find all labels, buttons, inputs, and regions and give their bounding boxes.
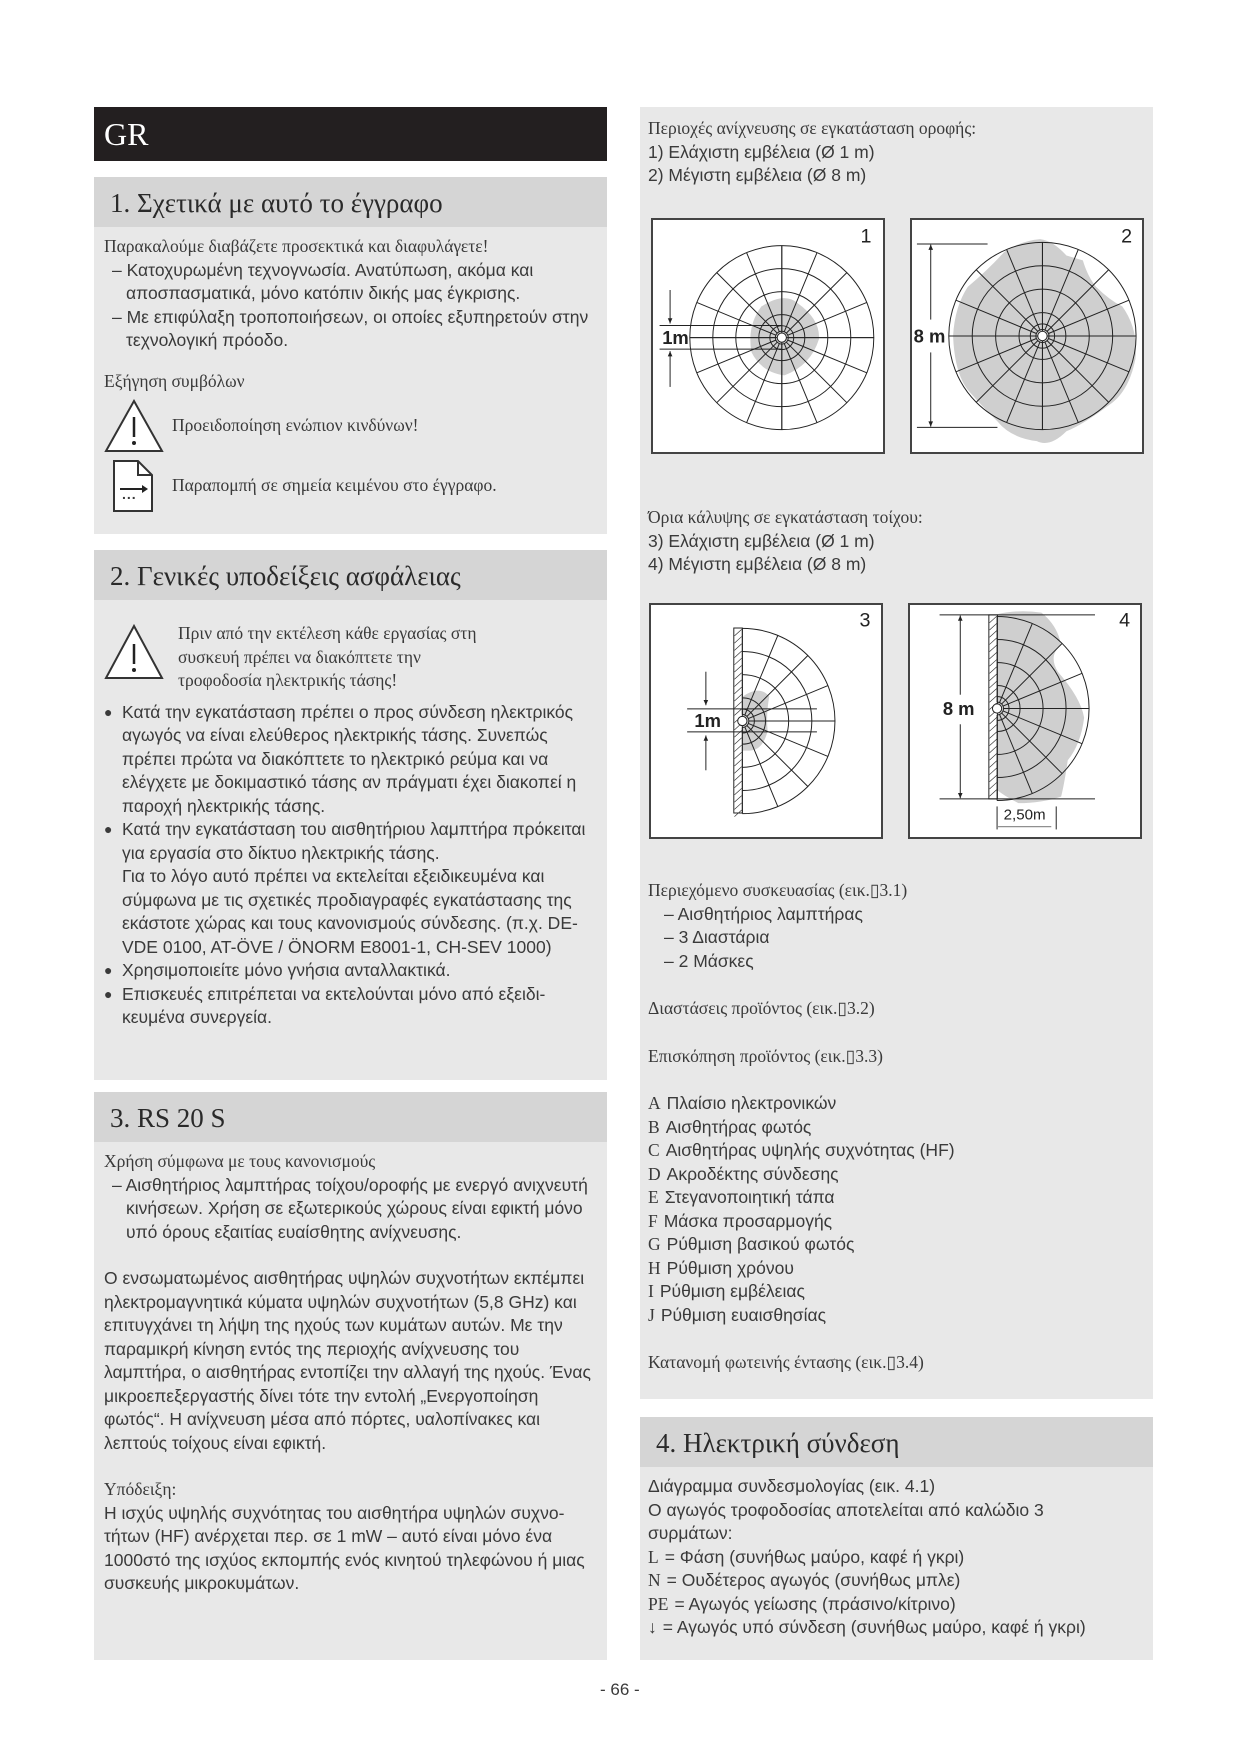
wire-key: L [648, 1546, 659, 1567]
dimensions-heading: Διαστάσεις προϊόντος (εικ.▯3.2) [648, 998, 875, 1018]
part-text: Πλαίσιο ηλεκτρονικών [666, 1093, 837, 1113]
list-item: – Με επιφύλαξη τροποποιήσεων, οι οποίες εξυπηρετούν στην τεχνολογική πρόοδο. [112, 306, 589, 350]
section-rs20s [94, 1092, 607, 1660]
document-icon-dots: ... [122, 486, 137, 502]
part-text: Ακροδέκτης σύνδεσης [666, 1163, 839, 1184]
part-key: E [648, 1187, 659, 1207]
sensor-center [738, 716, 747, 725]
part-key: C [648, 1140, 660, 1160]
intended-use-heading: Χρήση σύμφωνα με τους κανονισμούς [104, 1151, 376, 1171]
overview-heading: Επισκόπηση προϊόντος (εικ.▯3.3) [648, 1045, 883, 1066]
intro-text: Παρακαλούμε διαβάζετε προσεκτικά και διαφυλάγετε! [104, 236, 489, 256]
part-text: Ρύθμιση ευαισθησίας [660, 1304, 827, 1325]
list-item: – Αισθητήριος λαμπτήρας τοίχου/οροφής με ενεργό ανιχνευτή κινήσεων. Χρήση σε εξωτερικούς χώρους είναι εφικτή μόνο υπό όρους εξαιτίας ευαίσθητης ανίχνευσης. [112, 1174, 588, 1242]
list-item: – 3 Διαστάρια [664, 927, 770, 947]
part-key: J [648, 1304, 655, 1325]
section-title: 4. Ηλεκτρική σύνδεση [640, 1417, 1153, 1467]
part-key: B [648, 1116, 660, 1137]
sensor-center [992, 704, 1001, 713]
range-spoke [747, 655, 808, 716]
arrow-head [704, 700, 709, 705]
part-item [648, 1210, 1148, 1234]
sensor-center [777, 333, 786, 342]
list-item: – 2 Μάσκες [664, 950, 754, 971]
dimension-label: 8 m [942, 698, 975, 720]
diagram-wall-min [649, 603, 883, 839]
section-title: 1. Σχετικά με αυτό το έγγραφο [94, 177, 607, 227]
wire-item [648, 1616, 1145, 1640]
part-item [648, 1092, 1148, 1116]
package-heading: Περιεχόμενο συσκευασίας (εικ.▯3.1) [648, 880, 908, 900]
wire-item [648, 1593, 1145, 1617]
part-item [648, 1233, 1148, 1257]
section-about-document [94, 177, 607, 534]
part-key: A [648, 1093, 661, 1113]
list-item: ● Κατά την εγκατάσταση του αισθητήριου λαμπτήρα πρόκειται για εργασία στο δίκτυο ηλεκτρικής τάσης. Για το λόγο αυτό πρέπει να εκτελείται εξειδικευμένα και σύμφωνα με τις σχετικές προδιαγραφές εγκατάστασης της εκάστοτε χώρας και τους κανονισμούς σύνδεσης. (π.χ. DE-VDE 0100, AT-ÖVE / ÖNORM E8001-1, CH-SEV 1000) [104, 819, 586, 957]
warning-icon [104, 399, 164, 453]
part-item [648, 1304, 1148, 1328]
part-item [648, 1257, 1148, 1281]
safety-warning-text: Πριν από την εκτέλεση κάθε εργασίας στη συσκευή πρέπει να διακόπτετε την τροφοδοσία ηλεκτρικής τάσης! [178, 623, 477, 690]
wire-item [648, 1546, 1145, 1570]
part-item [648, 1116, 1148, 1140]
list-item: 3) Ελάχιστη εμβέλεια (Ø 1 m) [648, 530, 875, 551]
list-item: – Αισθητήριος λαμπτήρας [664, 903, 863, 924]
part-item [648, 1163, 1148, 1187]
warning-icon [104, 624, 164, 682]
section-title: 3. RS 20 S [94, 1092, 607, 1142]
list-item: ● Κατά την εγκατάσταση πρέπει ο προς σύνδεση ηλεκτρικός αγωγός να είναι ελεύθερος ηλεκτρικής τάσης. Συνεπώς πρέπει πρώτα να διακόπτετε το ηλεκτρικό ρεύμα και να ελέγχετε με δοκιμαστικό τάσης αν πράγματι έχει διακοπεί η παροχή ηλεκτρικής τάσης. [104, 701, 597, 819]
light-distribution-heading: Κατανομή φωτεινής έντασης (εικ.▯3.4) [648, 1352, 924, 1372]
dimension-label: 8 m [913, 325, 946, 347]
part-text: Στεγανοποιητική τάπα [664, 1187, 835, 1207]
wire-list [648, 1546, 1145, 1640]
page-number: - 66 - [600, 1680, 640, 1699]
list-item: 1) Ελάχιστη εμβέλεια (Ø 1 m) [648, 141, 875, 162]
part-text: Ρύθμιση εμβέλειας [659, 1281, 805, 1301]
dimension-label: 1m [694, 709, 721, 731]
wire-text: = Αγωγός υπό σύνδεση (συνήθως μαύρο, καφέ ή γκρι) [662, 1617, 1086, 1637]
wall-heading: Όρια κάλυψης σε εγκατάσταση τοίχου: [648, 507, 923, 527]
ceiling-heading: Περιοχές ανίχνευσης σε εγκατάσταση οροφής: [648, 118, 977, 138]
diagram-number: 2 [1121, 225, 1133, 248]
sensor-center [1038, 331, 1047, 340]
arrow-head [704, 735, 709, 740]
section-electrical-connection [640, 1417, 1153, 1660]
part-key: H [648, 1257, 661, 1278]
list-item: 4) Μέγιστη εμβέλεια (Ø 8 m) [648, 554, 867, 574]
part-item [648, 1280, 1148, 1304]
section-safety [94, 550, 607, 1080]
language-label: GR [94, 107, 607, 161]
diagram-ceiling-max [910, 218, 1144, 454]
bullet-text: Χρησιμοποιείτε μόνο γνήσια ανταλλακτικά. [122, 960, 451, 980]
description-paragraph: Ο ενσωματωμένος αισθητήρας υψηλών συχνοτήτων εκπέμπει ηλεκτρομαγνητικά κύματα υψηλών συχνοτήτων (5,8 GHz) και επιτυγχάνει τη λήψη της ηχούς των κυμάτων αυτών. Με την παραμικρή κίνηση εντός της περιοχής ανίχνευσης του λαμπτήρα, ο αισθητήρας εντοπίζει την αλλαγή της ηχούς. Ένας μικροεπεξεργαστής δίνει τότε την εντολή „Ενεργοποίηση φωτός“. Η ανίχνευση μέσα από πόρτες, υαλοπίνακες και λεπτούς τοίχους είναι εφικτή. [104, 1268, 591, 1453]
arrow-head [668, 318, 673, 323]
parts-list [648, 1092, 1148, 1327]
arrow-head [928, 245, 933, 250]
part-key: G [648, 1234, 661, 1254]
part-item [648, 1139, 1148, 1163]
list-item: ● Επισκευές επιτρέπεται να εκτελούνται μόνο από εξειδικευμένα συνεργεία. [104, 983, 597, 1030]
part-text: Μάσκα προσαρμογής [663, 1210, 833, 1231]
bullet-text: Επισκευές επιτρέπεται να εκτελούνται μόνο από εξειδικευμένα συνεργεία. [122, 983, 546, 1027]
range-spoke [786, 342, 847, 403]
bullet-text: Κατά την εγκατάσταση πρέπει ο προς σύνδεση ηλεκτρικός αγωγός να είναι ελεύθερος ηλεκτρικής τάσης. Συνεπώς πρέπει πρώτα να διακόπτετε το ηλεκτρικό ρεύμα και να ελέγχετε με δοκιμαστικό τάσης αν πράγματι έχει διακοπεί η παροχή ηλεκτρικής τάσης. [122, 701, 577, 816]
wire-text: = Αγωγός γείωσης (πράσινο/κίτρινο) [674, 1593, 956, 1614]
cable-text: Ο αγωγός τροφοδοσίας αποτελείται από καλώδιο 3 συρμάτων: [648, 1499, 1044, 1543]
diagram-number: 4 [1119, 609, 1131, 632]
wire-key: N [648, 1570, 661, 1590]
part-item [648, 1186, 1148, 1210]
dimension-label: 1m [662, 326, 689, 348]
bullet-text: Κατά την εγκατάσταση του αισθητήριου λαμπτήρα πρόκειται για εργασία στο δίκτυο ηλεκτρικής τάσης. [122, 819, 586, 863]
part-text: Αισθητήρας φωτός [665, 1116, 812, 1137]
wire-text: = Ουδέτερος αγωγός (συνήθως μπλε) [666, 1570, 961, 1590]
part-text: Αισθητήρας υψηλής συχνότητας (HF) [665, 1140, 955, 1160]
detection-area [997, 611, 1084, 803]
diagram-ceiling-min [651, 218, 885, 454]
note-heading: Υπόδειξη: [104, 1479, 177, 1499]
section-title: 2. Γενικές υποδείξεις ασφάλειας [94, 550, 607, 600]
diagram-number: 1 [860, 225, 872, 248]
dimension-label: 2,50m [1003, 806, 1046, 824]
list-item: ● Χρησιμοποιείτε μόνο γνήσια ανταλλακτικά. [104, 959, 597, 983]
reference-legend-text: Παραπομπή σε σημεία κειμένου στο έγγραφο. [172, 475, 497, 496]
arrow-head [958, 616, 963, 621]
diagram-wall-max [908, 603, 1142, 839]
wiring-diagram-ref: Διάγραμμα συνδεσμολογίας (εικ. 4.1) [648, 1476, 936, 1496]
part-text: Ρύθμιση βασικού φωτός [666, 1234, 855, 1254]
part-key: F [648, 1210, 658, 1231]
warning-legend-text: Προειδοποίηση ενώπιον κινδύνων! [172, 415, 419, 436]
part-key: D [648, 1163, 661, 1184]
note-text: Η ισχύς υψηλής συχνότητας του αισθητήρα υψηλών συχνοτήτων (HF) ανέρχεται περ. σε 1 mW – αυτό είναι μόνο ένα 1000στό της ισχύος εκπομπής ενός κινητού τηλεφώνου ή μιας συσκευής μικροκυμάτων. [104, 1502, 585, 1593]
wire-key: PE [648, 1593, 669, 1614]
wire-text: = Φάση (συνήθως μαύρο, καφέ ή γκρι) [664, 1546, 965, 1567]
part-text: Ρύθμιση χρόνου [666, 1257, 794, 1278]
diagram-number: 3 [859, 609, 871, 632]
arrow-down-icon: ↓ [648, 1617, 657, 1637]
list-item: 2) Μέγιστη εμβέλεια (Ø 8 m) [648, 165, 867, 185]
arrow-head [958, 793, 963, 798]
range-spoke [747, 726, 808, 787]
bullet-text-continued: Για το λόγο αυτό πρέπει να εκτελείται εξειδικευμένα και σύμφωνα με τις σχετικές προδιαγραφές εγκατάστασης της εκάστοτε χώρας και τους κανονισμούς σύνδεσης. (π.χ. DE-VDE 0100, AT-ÖVE / ÖNORM E8001-1, CH-SEV 1000) [122, 866, 578, 957]
arrow-head [928, 421, 933, 426]
part-key: I [648, 1281, 654, 1301]
list-item: – Κατοχυρωμένη τεχνογνωσία. Ανατύπωση, ακόμα και αποσπασματικά, μόνο κατόπιν δικής μας έγκρισης. [112, 259, 534, 303]
arrow-head [668, 351, 673, 356]
wire-item [648, 1569, 1145, 1593]
symbols-heading: Εξήγηση συμβόλων [104, 370, 245, 391]
range-spoke [717, 342, 778, 403]
